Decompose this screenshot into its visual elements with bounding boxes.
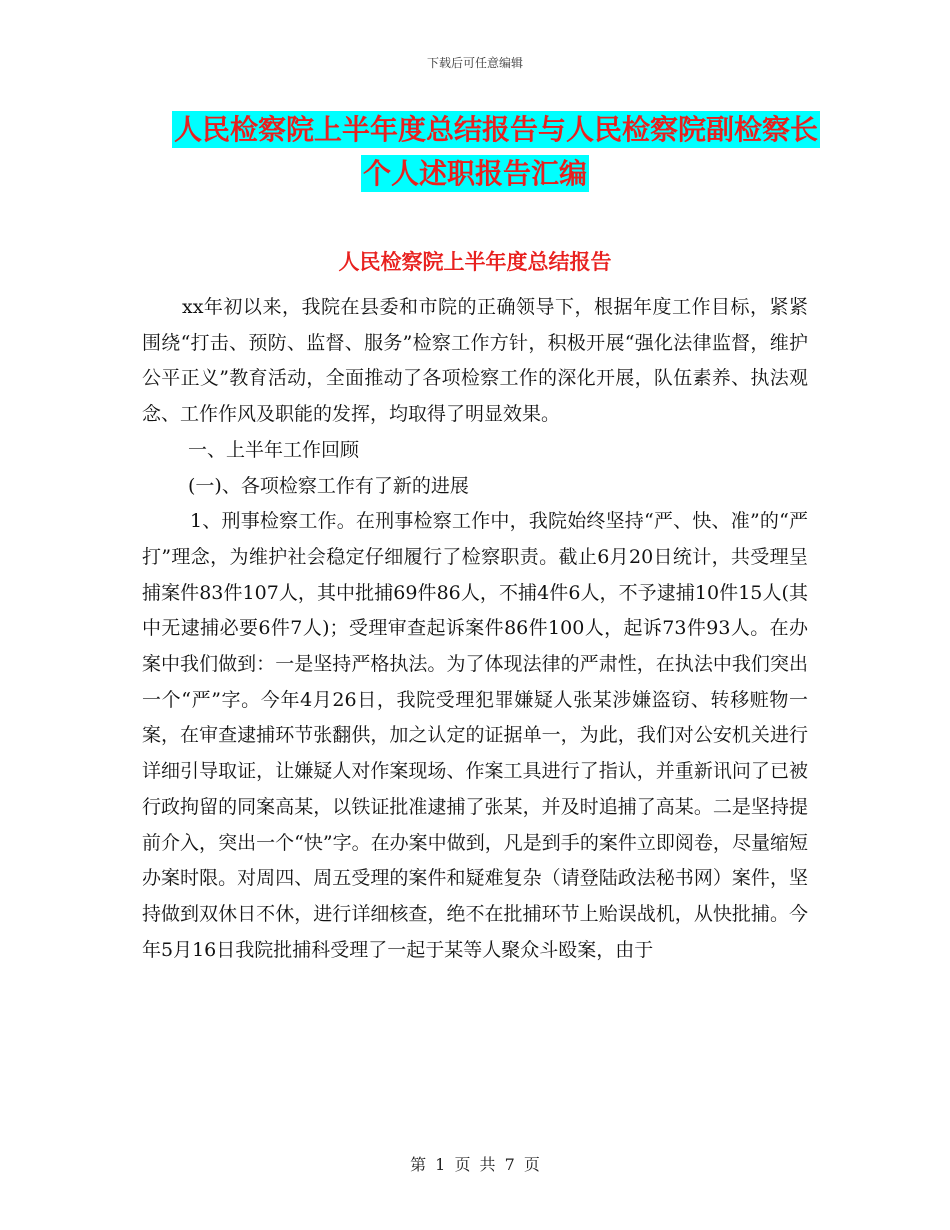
paragraph-criminal-prosecution: 1、刑事检察工作。在刑事检察工作中，我院始终坚持“严、快、准”的“严打”理念，为维护社会稳定仔细履行了检察职责。截止6月20日统计，共受理呈捕案件83件107人，其中批捕69件86人，不捕4件6人，不予逮捕10件15人(其中无逮捕必要6件7人)；受理审查起诉案件86件100人，起诉73件93人。在办案中我们做到：一是坚持严格执法。为了体现法律的严肃性，在执法中我们突出一个“严”字。今年4月26日，我院受理犯罪嫌疑人张某涉嫌盗窃、转移赃物一案，在审查逮捕环节张翻供，加之认定的证据单一，为此，我们对公安机关进行详细引导取证，让嫌疑人对作案现场、作案工具进行了指认，并重新讯问了已被行政拘留的同案高某，以铁证批准逮捕了张某，并及时追捕了高某。二是坚持提前介入，突出一个“快”字。在办案中做到，凡是到手的案件立即阅卷，尽量缩短办案时限。对周四、周五受理的案件和疑难复杂（请登陆政法秘书网）案件，坚持做到双休日不休，进行详细核查，绝不在批捕环节上贻误战机，从快批捕。今年5月16日我院批捕科受理了一起于某等人聚众斗殴案，由于	[142, 510, 808, 961]
page-number-footer: 第 1 页 共 7 页	[410, 1155, 540, 1174]
document-title-line-2: 个人述职报告汇编	[362, 157, 587, 190]
paragraph-subheading-1: (一)、各项检察工作有了新的进展	[188, 474, 469, 497]
document-title	[0, 108, 950, 196]
page-header-note: 下载后可任意编辑	[426, 56, 523, 70]
paragraph-heading-1: 一、上半年工作回顾	[188, 438, 360, 461]
document-body	[142, 290, 808, 968]
document-title-line-1: 人民检察院上半年度总结报告与人民检察院副检察长	[173, 113, 818, 146]
paragraph-intro: xx年初以来，我院在县委和市院的正确领导下，根据年度工作目标，紧紧围绕“打击、预防、监督、服务”检察工作方针，积极开展“强化法律监督，维护公平正义”教育活动，全面推动了各项检察工作的深化开展，队伍素养、执法观念、工作作风及职能的发挥，均取得了明显效果。	[142, 296, 808, 426]
section-title: 人民检察院上半年度总结报告	[338, 250, 612, 274]
